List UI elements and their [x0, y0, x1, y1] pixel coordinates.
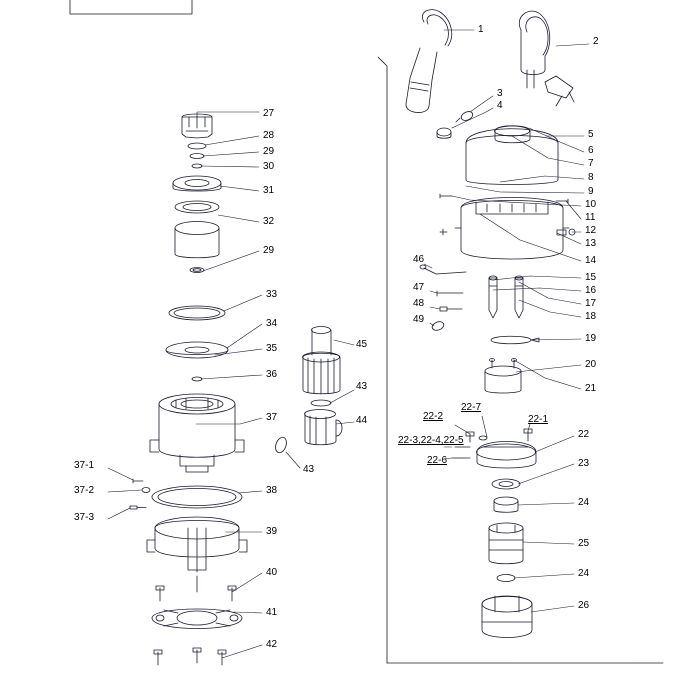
callout-42: 42: [266, 639, 278, 650]
callout-21: 21: [585, 383, 597, 394]
part-36-ring: [192, 377, 202, 381]
callout-29-lower: 29: [263, 245, 275, 256]
callout-3: 3: [497, 88, 503, 99]
callout-49: 49: [413, 314, 425, 325]
callout-14: 14: [585, 255, 597, 266]
part-42-screws: [154, 648, 226, 665]
callout-17: 17: [585, 298, 597, 309]
callout-37: 37: [266, 412, 278, 423]
callout-24-upper: 24: [578, 497, 590, 508]
callout-46: 46: [413, 254, 425, 265]
callout-22-1: 22-1: [528, 414, 549, 425]
callout-36: 36: [266, 369, 278, 380]
callout-7: 7: [588, 158, 594, 169]
callout-6: 6: [588, 145, 594, 156]
part-25-rotor: [489, 523, 523, 564]
part-31-seal-plate: [173, 176, 221, 191]
part-28-washer: [188, 143, 206, 149]
callout-37-3: 37-3: [74, 512, 95, 523]
part-38-oring: [152, 486, 242, 508]
callout-37-1: 37-1: [74, 460, 95, 471]
part-43-ring-upper: [311, 400, 331, 406]
callout-41: 41: [266, 607, 278, 618]
callout-11: 11: [585, 212, 596, 223]
callout-19: 19: [585, 333, 597, 344]
part-30-disc: [192, 164, 202, 168]
callout-22-3-4-5: 22-3,22-4,22-5: [398, 435, 464, 446]
part-24-ring-lower: [497, 575, 515, 582]
part-2-power-cord: [519, 11, 574, 106]
callout-31: 31: [263, 185, 275, 196]
callout-4: 4: [497, 100, 503, 111]
part-41-strainer: [152, 609, 242, 629]
callout-47: 47: [413, 282, 425, 293]
part-20-21-stator: [485, 359, 521, 394]
callout-22: 22: [578, 429, 590, 440]
part-23-washer: [492, 479, 520, 489]
part-32-cylinder: [175, 222, 219, 258]
part-40-screws: [156, 576, 236, 601]
callout-9: 9: [588, 186, 594, 197]
callout-22-2: 22-2: [423, 411, 444, 422]
callout-35: 35: [266, 343, 278, 354]
part-29-oring-upper: [190, 154, 204, 159]
callout-29-upper: 29: [263, 146, 275, 157]
part-26-motor-housing: [482, 596, 532, 638]
callout-33: 33: [266, 289, 278, 300]
callout-39: 39: [266, 526, 278, 537]
callout-10: 10: [585, 199, 597, 210]
callout-38: 38: [266, 485, 278, 496]
callout-16: 16: [585, 285, 597, 296]
part-37-housing: [150, 394, 244, 472]
callout-25: 25: [578, 538, 590, 549]
part-45-cartridge: [303, 327, 341, 395]
callout-32: 32: [263, 216, 275, 227]
title-block-frame: [70, 0, 192, 14]
part-1-float-switch: [406, 10, 452, 113]
callout-23: 23: [578, 458, 590, 469]
callout-43-upper: 43: [356, 381, 368, 392]
callout-22-6: 22-6: [427, 455, 448, 466]
callout-37-2: 37-2: [74, 485, 95, 496]
callout-40: 40: [266, 567, 278, 578]
callout-20: 20: [585, 359, 597, 370]
callout-44: 44: [356, 415, 368, 426]
part-29-oring-lower: [190, 268, 204, 273]
part-39-base: [147, 517, 247, 572]
part-37-1-2-3-fasteners: [130, 479, 150, 509]
callout-12: 12: [585, 225, 597, 236]
callout-5: 5: [588, 129, 594, 140]
callout-15: 15: [585, 272, 597, 283]
callout-22-7: 22-7: [461, 402, 482, 413]
part-8-14-motor-body: [455, 198, 569, 260]
callout-34: 34: [266, 318, 278, 329]
callout-8: 8: [588, 172, 594, 183]
part-44-elbow: [305, 410, 343, 445]
callout-27: 27: [263, 108, 275, 119]
callout-18: 18: [585, 311, 597, 322]
part-24-ring-upper: [494, 497, 518, 512]
callout-45: 45: [356, 339, 368, 350]
part-33-oring: [169, 306, 225, 320]
callout-26: 26: [578, 600, 590, 611]
section-divider: [378, 57, 663, 663]
part-27-cap: [182, 114, 212, 138]
callout-2: 2: [593, 36, 599, 47]
callout-48: 48: [413, 298, 425, 309]
part-43-oring-lower: [274, 436, 289, 454]
callout-1: 1: [478, 24, 484, 35]
part-3-4-small: [437, 110, 474, 138]
part-15-18-bolts: [489, 276, 523, 318]
part-22-cap-group: [452, 429, 536, 468]
callout-43-lower: 43: [303, 464, 315, 475]
part-34-35-plate: [166, 342, 228, 358]
callout-30: 30: [263, 161, 275, 172]
callout-13: 13: [585, 238, 597, 249]
part-32-gasket: [175, 201, 219, 213]
callout-24-lower: 24: [578, 568, 590, 579]
part-46-49-hardware: [420, 265, 466, 332]
callout-28: 28: [263, 130, 275, 141]
